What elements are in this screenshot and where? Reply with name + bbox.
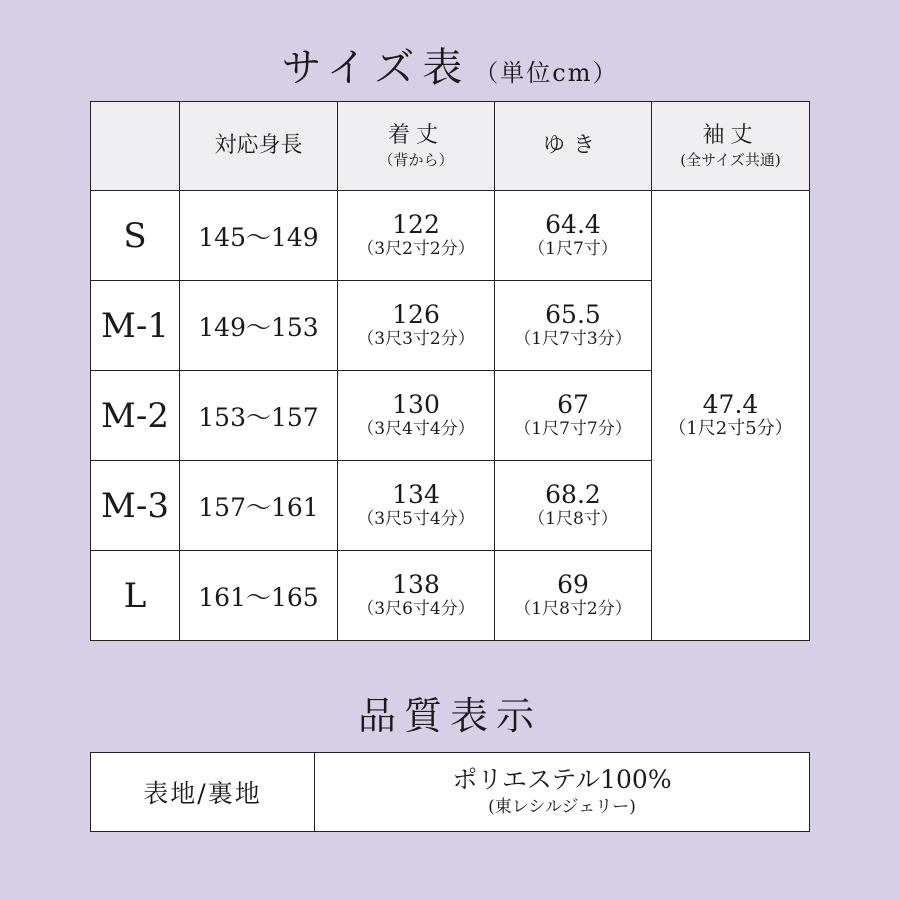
quality-table bbox=[90, 752, 810, 832]
yuki-cell bbox=[495, 281, 652, 371]
height-range: 149〜153 bbox=[180, 281, 338, 371]
yuki-sub: （1尺8寸） bbox=[528, 508, 618, 529]
yuki-value: 68.2 bbox=[545, 479, 601, 509]
material-label: 表地/裏地 bbox=[91, 753, 315, 832]
header-height-label: 対応身長 bbox=[214, 133, 303, 158]
header-length-label: 着丈 bbox=[387, 123, 444, 148]
material-sub: (東レシルジェリー) bbox=[488, 797, 636, 817]
size-label: L bbox=[91, 551, 180, 641]
yuki-value: 69 bbox=[557, 569, 589, 599]
header-length bbox=[338, 102, 495, 191]
length-value: 134 bbox=[392, 479, 440, 509]
length-cell bbox=[338, 371, 495, 461]
yuki-cell bbox=[495, 371, 652, 461]
length-value: 130 bbox=[392, 389, 440, 419]
header-length-sub: （背から） bbox=[378, 151, 454, 169]
header-sleeve bbox=[652, 102, 810, 191]
size-label: M-3 bbox=[91, 461, 180, 551]
yuki-value: 65.5 bbox=[545, 299, 601, 329]
yuki-cell bbox=[495, 191, 652, 281]
length-sub: （3尺2寸2分） bbox=[357, 238, 475, 259]
length-value: 122 bbox=[392, 209, 440, 239]
page-title bbox=[0, 38, 900, 98]
header-yuki bbox=[495, 102, 652, 191]
header-height bbox=[180, 102, 338, 191]
yuki-sub: （1尺7寸7分） bbox=[514, 418, 632, 439]
header-sleeve-sub: (全サイズ共通) bbox=[680, 151, 781, 169]
length-sub: （3尺5寸4分） bbox=[357, 508, 475, 529]
size-label: M-1 bbox=[91, 281, 180, 371]
material-cell bbox=[315, 753, 810, 832]
height-range: 161〜165 bbox=[180, 551, 338, 641]
size-table-header-row bbox=[91, 102, 810, 191]
length-sub: （3尺3寸2分） bbox=[357, 328, 475, 349]
material-value: ポリエステル100% bbox=[452, 765, 672, 794]
yuki-cell bbox=[495, 461, 652, 551]
size-label: S bbox=[91, 191, 180, 281]
length-cell bbox=[338, 281, 495, 371]
size-label: M-2 bbox=[91, 371, 180, 461]
header-yuki-label: ゆき bbox=[542, 133, 603, 158]
yuki-sub: （1尺7寸） bbox=[528, 238, 618, 259]
yuki-sub: （1尺7寸3分） bbox=[514, 328, 632, 349]
height-range: 153〜157 bbox=[180, 371, 338, 461]
length-cell bbox=[338, 461, 495, 551]
sleeve-cell bbox=[652, 191, 810, 641]
unit-note: （単位cm） bbox=[474, 59, 619, 87]
size-table bbox=[90, 101, 810, 641]
header-sleeve-label: 袖丈 bbox=[702, 123, 759, 148]
quality-title: 品質表示 bbox=[357, 694, 542, 738]
sleeve-value: 47.4 bbox=[702, 389, 759, 419]
yuki-value: 64.4 bbox=[545, 209, 601, 239]
length-sub: （3尺6寸4分） bbox=[357, 598, 475, 619]
table-row bbox=[91, 191, 810, 281]
header-corner bbox=[91, 102, 180, 191]
yuki-sub: （1尺8寸2分） bbox=[514, 598, 632, 619]
height-range: 145〜149 bbox=[180, 191, 338, 281]
sleeve-sub: （1尺2寸5分） bbox=[668, 417, 793, 439]
size-chart-title: サイズ表 bbox=[281, 45, 471, 91]
length-value: 126 bbox=[392, 299, 440, 329]
length-cell bbox=[338, 551, 495, 641]
height-range: 157〜161 bbox=[180, 461, 338, 551]
quality-row bbox=[91, 753, 810, 832]
length-value: 138 bbox=[392, 569, 440, 599]
yuki-cell bbox=[495, 551, 652, 641]
length-sub: （3尺4寸4分） bbox=[357, 418, 475, 439]
length-cell bbox=[338, 191, 495, 281]
yuki-value: 67 bbox=[557, 389, 589, 419]
